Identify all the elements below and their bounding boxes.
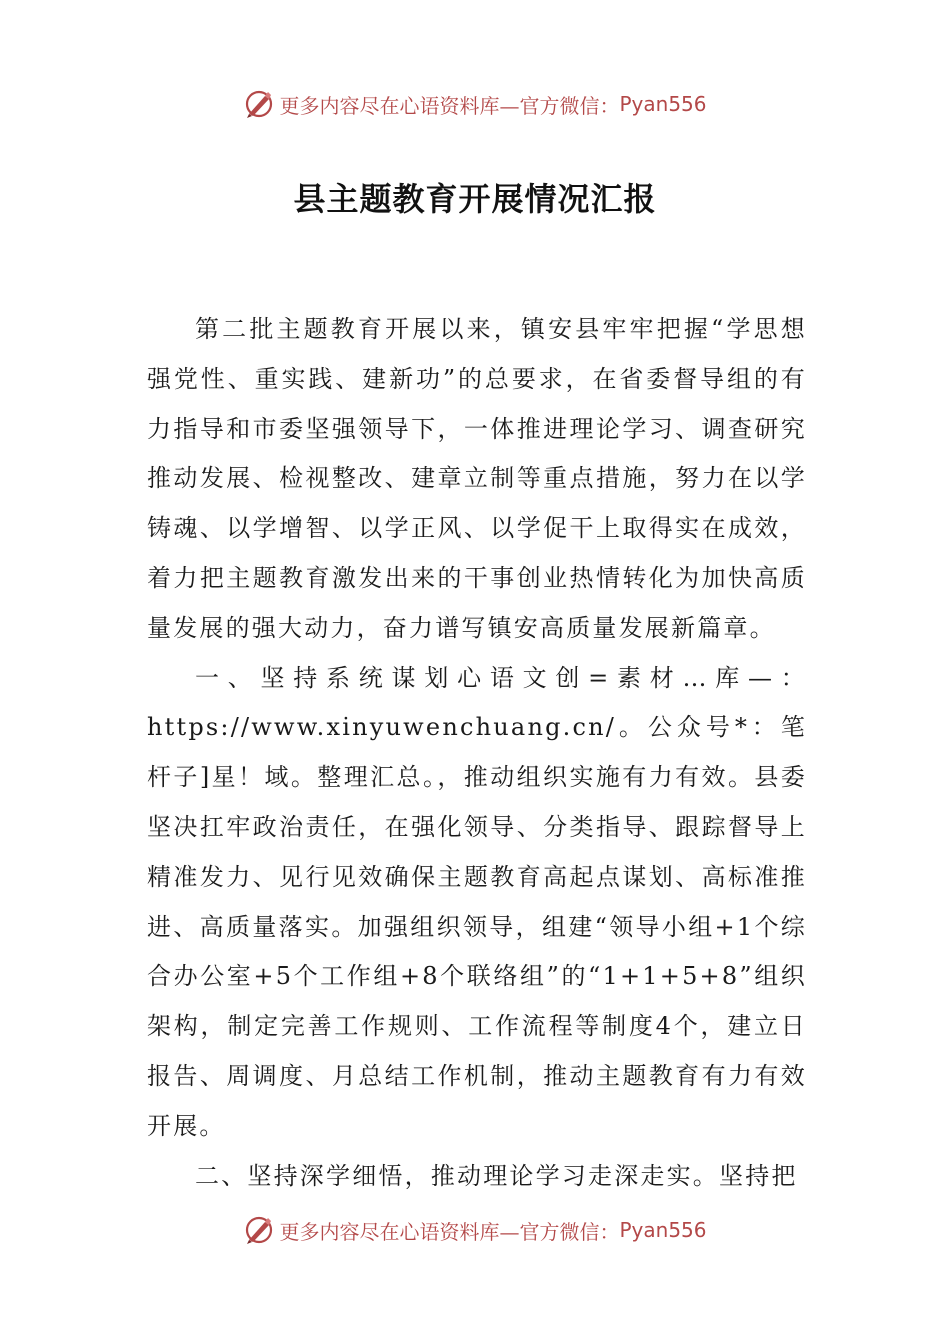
paragraph-section-one: 一、坚持系统谋划心语文创=素材…库—：https://www.xinyuwenchuang.cn/。公众号*：笔杆子]星！域。整理汇总。，推动组织实施有力有效。县委坚决扛牢政治责任，在强化领导、分类指导、跟踪督导上精准发力、见行见效确保主题教育高起点谋划、高标准推进、高质量落实。加强组织领导，组建“领导小组+1个综合办公室+5个工作组+8个联络组”的“1+1+5+8”组织架构，制定完善工作规则、工作流程等制度4个，建立日报告、周调度、月总结工作机制，推动主题教育有力有效开展。 xyxy=(147,663,807,1140)
paragraph-intro: 第二批主题教育开展以来，镇安县牢牢把握“学思想强党性、重实践、建新功”的总要求，在省委督导组的有力指导和市委坚强领导下，一体推进理论学习、调查研究推动发展、检视整改、建章立制等重点措施，努力在以学铸魂、以学增智、以学正风、以学促干上取得实在成效，着力把主题教育激发出来的干事创业热情转化为加快高质量发展的强大动力，奋力谱写镇安高质量发展新篇章。 xyxy=(147,315,807,642)
wechat-handle: Pyan556 xyxy=(619,1218,707,1242)
footer-banner xyxy=(0,1210,950,1250)
banner-text: 更多内容尽在心语资料库—官方微信： xyxy=(279,93,620,118)
paragraph-section-two: 二、坚持深学细悟，推动理论学习走深走实。坚持把 xyxy=(195,1161,798,1190)
pen-logo-icon xyxy=(243,1214,275,1246)
document-body xyxy=(147,305,807,1201)
pen-logo-icon xyxy=(243,88,275,120)
header-banner xyxy=(0,84,950,124)
banner-text: 更多内容尽在心语资料库—官方微信： xyxy=(279,1219,620,1244)
document-title: 县主题教育开展情况汇报 xyxy=(293,180,657,218)
wechat-handle: Pyan556 xyxy=(619,92,707,116)
